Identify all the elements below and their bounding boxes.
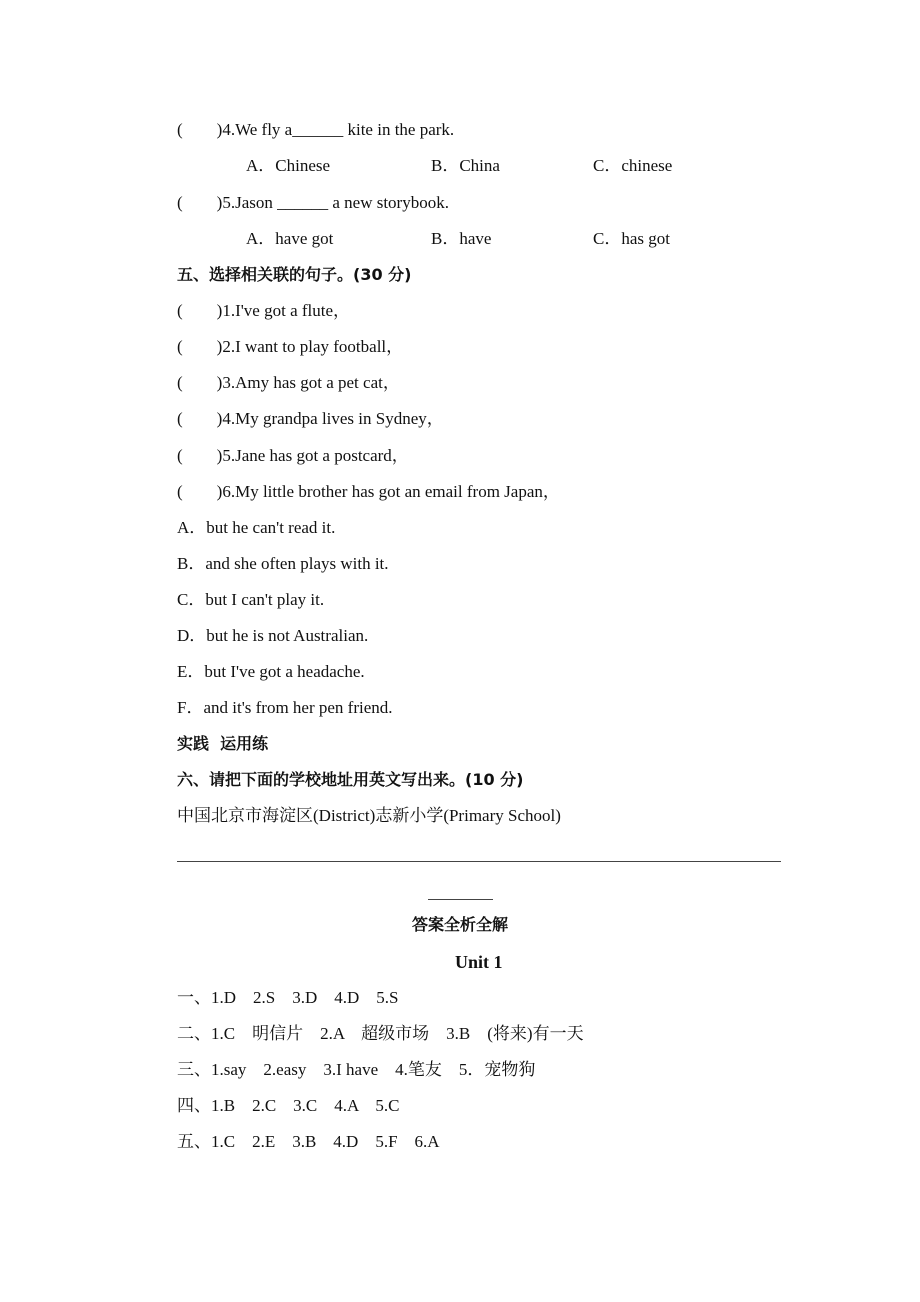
option-b: B．have [431,229,492,248]
match-choice: C．but I can't play it. [177,590,325,609]
match-item: ( )1.I've got a flute， [177,301,351,320]
match-choice: A．but he can't read it. [177,518,336,537]
match-item: ( )5.Jane has got a postcard， [177,446,409,465]
question-5: ( )5.Jason ______ a new storybook. [177,193,449,212]
answer-line-4: 四、1.B 2.C 3.C 4.A 5.C [177,1096,400,1115]
answer-line-5: 五、1.C 2.E 3.B 4.D 5.F 6.A [177,1132,440,1151]
practice-heading: 实践 运用练 [177,734,269,753]
section6-title: 六、请把下面的学校地址用英文写出来。(10 分) [177,770,524,789]
answers-title: 答案全析全解 [411,915,508,934]
option-b: B．China [431,156,500,175]
answer-line [177,861,781,862]
option-a: A．have got [246,229,334,248]
match-item: ( )6.My little brother has got an email from Japan， [177,482,560,501]
match-choice: F．and it's from her pen friend. [177,698,393,717]
option-c: C．chinese [593,156,673,175]
section5-title: 五、选择相关联的句子。(30 分) [177,265,412,284]
option-a: A．Chinese [246,156,331,175]
option-c: C．has got [593,229,670,248]
question-4: ( )4.We fly a______ kite in the park. [177,120,455,139]
separator [428,899,493,900]
section6-text: 中国北京市海淀区(District)志新小学(Primary School) [177,806,561,825]
match-item: ( )3.Amy has got a pet cat， [177,373,400,392]
match-choice: E．but I've got a headache. [177,662,365,681]
match-choice: D．but he is not Australian. [177,626,369,645]
match-choice: B．and she often plays with it. [177,554,389,573]
unit-title: Unit 1 [455,952,503,972]
match-item: ( )4.My grandpa lives in Sydney， [177,409,444,428]
answer-line-3: 三、1.say 2.easy 3.I have 4.笔友 5．宠物狗 [177,1060,536,1079]
match-item: ( )2.I want to play football， [177,337,404,356]
answer-line-2: 二、1.C 明信片 2.A 超级市场 3.B (将来)有一天 [177,1024,584,1043]
answer-line-1: 一、1.D 2.S 3.D 4.D 5.S [177,988,399,1007]
